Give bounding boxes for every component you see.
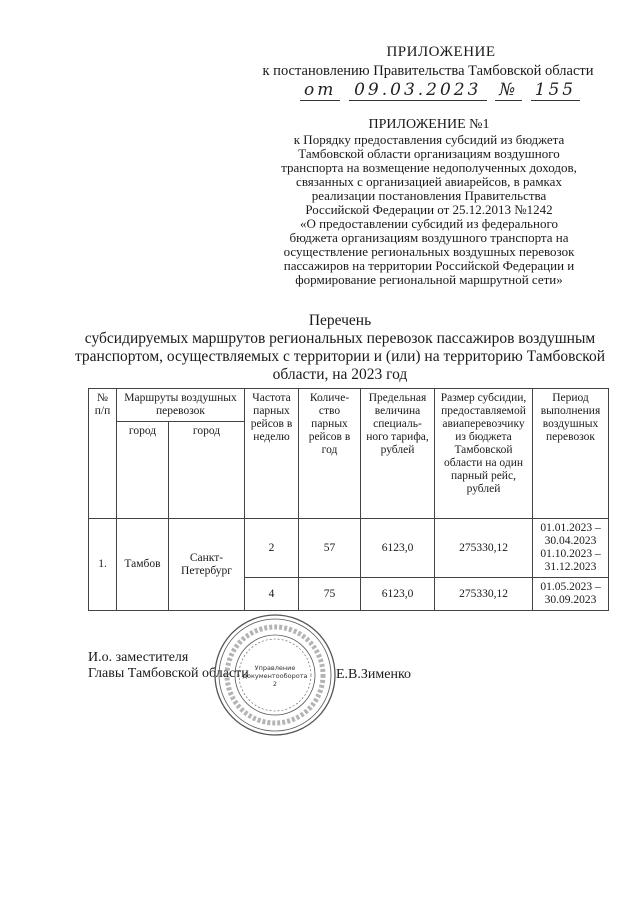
row-number: 1.: [89, 519, 117, 611]
handwritten-date: 09.03.2023: [349, 80, 487, 101]
stamp-center-line-1: Управление: [254, 664, 296, 672]
appendix-line: связанных с организацией авиарейсов, в рамках: [296, 174, 562, 189]
signature-name: Е.В.Зименко: [336, 667, 412, 682]
handwritten-date-number: [300, 80, 620, 101]
cell-subsidy: 275330,12: [435, 519, 533, 578]
appendix-line: реализации постановления Правительства: [311, 188, 547, 203]
header-city-1: город: [117, 422, 169, 519]
header-frequency: Частота парных рейсов в неделю: [245, 389, 299, 519]
list-line: области, на 2023 год: [272, 366, 408, 383]
cell-period: 01.05.2023 – 30.09.2023: [533, 578, 609, 611]
cell-subsidy: 275330,12: [435, 578, 533, 611]
cell-count: 57: [299, 519, 361, 578]
appendix-line: к Порядку предоставления субсидий из бюджета: [293, 132, 565, 147]
header-city-2: город: [169, 422, 245, 519]
cell-frequency: 4: [245, 578, 299, 611]
appendix-line: формирование региональной маршрутной сети»: [295, 272, 563, 287]
appendix-title: ПРИЛОЖЕНИЕ №1: [368, 117, 490, 132]
cell-frequency: 2: [245, 519, 299, 578]
list-line: транспортом, осуществляемых с территории и (или) на территорию Тамбовской: [74, 348, 606, 365]
city-to: Санкт-Петербург: [169, 519, 245, 611]
table-header-row: [89, 389, 609, 422]
appendix-line: осуществление региональных воздушных перевозок: [283, 244, 575, 259]
signature-line-2: Главы Тамбовской области: [88, 666, 249, 681]
appendix-line: Тамбовской области организациям воздушного: [298, 146, 560, 161]
signature-line-1: И.о. заместителя: [88, 650, 189, 665]
header-routes: Маршруты воздушных перевозок: [117, 389, 245, 422]
cell-tariff: 6123,0: [361, 519, 435, 578]
header-title: ПРИЛОЖЕНИЕ: [386, 44, 496, 60]
appendix-line: пассажиров на территории Российской Федерации и: [283, 258, 575, 273]
routes-table: [88, 388, 609, 611]
appendix-line: транспорта на возмещение недополученных доходов,: [281, 160, 577, 175]
cell-count: 75: [299, 578, 361, 611]
city-from: Тамбов: [117, 519, 169, 611]
appendix-block: [250, 118, 608, 287]
stamp-center-text: [242, 664, 308, 688]
header-count: Количе-ство парных рейсов в год: [299, 389, 361, 519]
appendix-line: «О предоставлении субсидий из федерального: [300, 216, 558, 231]
cell-tariff: 6123,0: [361, 578, 435, 611]
list-title: Перечень: [308, 312, 372, 329]
header-period: Период выполнения воздушных перевозок: [533, 389, 609, 519]
stamp-center-number: 2: [272, 680, 278, 688]
header-tariff: Предельная величина специаль-ного тарифа, рублей: [361, 389, 435, 519]
stamp-center-line-2: документооборота: [242, 672, 308, 680]
header-no: № п/п: [89, 389, 117, 519]
list-heading: [60, 312, 620, 384]
appendix-line: Российской Федерации от 25.12.2013 №1242: [305, 202, 553, 217]
handwritten-no: 155: [531, 80, 580, 101]
header-subsidy: Размер субсидии, предоставляемой авиаперевозчику из бюджета Тамбовской области на один парный рейс, рублей: [435, 389, 533, 519]
header-subtitle: к постановлению Правительства Тамбовской области: [262, 63, 594, 79]
handwritten-no-label: №: [495, 80, 522, 101]
list-line: субсидируемых маршрутов региональных перевозок пассажиров воздушным: [84, 330, 596, 347]
cell-period: 01.01.2023 – 30.04.2023 01.10.2023 – 31.12.2023: [533, 519, 609, 578]
table-row: [89, 519, 609, 578]
handwritten-prefix: от: [300, 80, 340, 101]
appendix-line: бюджета организациям воздушного транспорта на: [289, 230, 569, 245]
